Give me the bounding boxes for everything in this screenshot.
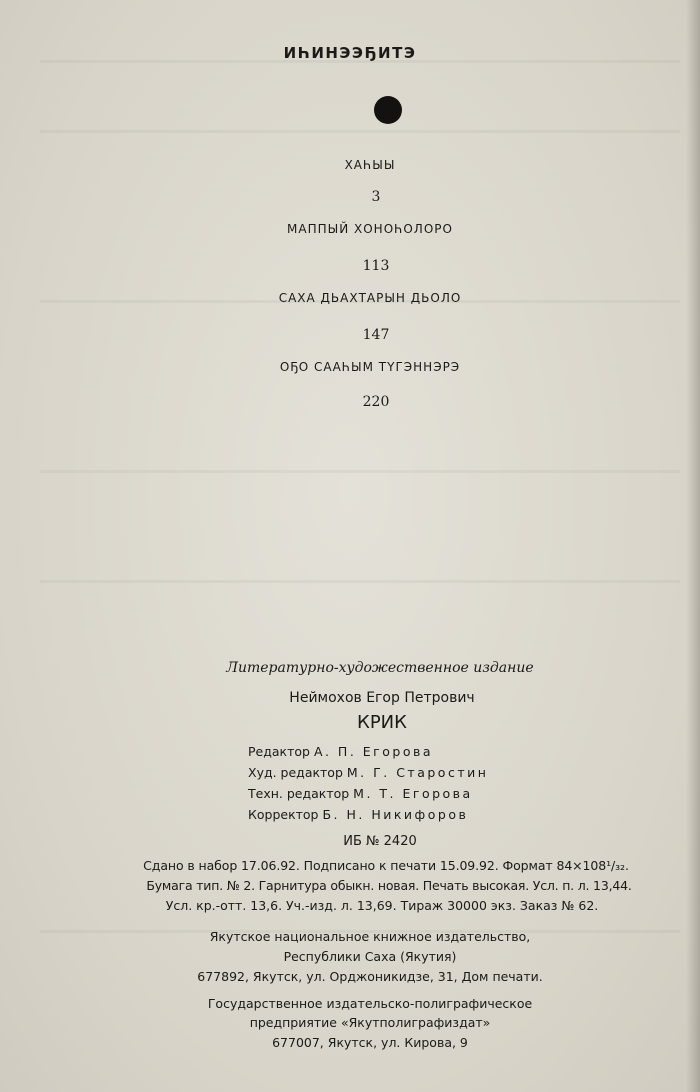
publisher-line: Республики Саха (Якутия)	[283, 949, 457, 964]
toc-item-title: МАППЫЙ ХОНОҺОЛОРО	[287, 222, 453, 236]
credit-line	[248, 765, 488, 780]
contents-heading: ИҺИНЭЭҔИТЭ	[283, 44, 417, 62]
credit-line	[248, 807, 468, 822]
printer-line: предприятие «Якутполиграфиздат»	[249, 1015, 491, 1030]
bleed-through-line	[40, 470, 680, 473]
credit-role: Редактор	[248, 744, 310, 759]
ornament-dot	[374, 96, 402, 124]
credit-role: Худ. редактор	[248, 765, 343, 780]
credit-role: Техн. редактор	[248, 786, 350, 801]
bleed-through-line	[40, 580, 680, 583]
credit-name: Б. Н. Никифоров	[322, 807, 469, 822]
author-name: Неймохов Егор Петрович	[289, 690, 475, 706]
print-details-line: Сдано в набор 17.06.92. Подписано к печати 15.09.92. Формат 84×108¹/₃₂.	[143, 858, 629, 873]
bleed-through-line	[40, 130, 680, 133]
toc-item-title: САХА ДЬАХТАРЫН ДЬОЛО	[278, 291, 462, 305]
edition-type: Литературно-художественное издание	[226, 660, 534, 676]
publisher-line: 677892, Якутск, ул. Орджоникидзе, 31, Дом печати.	[197, 969, 543, 984]
toc-item-page: 3	[371, 189, 381, 205]
credit-name: М. Т. Егорова	[353, 786, 473, 801]
toc-item-page: 147	[362, 327, 390, 343]
credit-line	[248, 744, 433, 759]
book-title: КРИК	[357, 712, 407, 733]
toc-item-page: 113	[362, 258, 390, 274]
credit-role: Корректор	[248, 807, 319, 822]
credit-name: А. П. Егорова	[313, 744, 434, 759]
publisher-line: Якутское национальное книжное издательство,	[209, 929, 531, 944]
print-details-line: Бумага тип. № 2. Гарнитура обыкн. новая. Печать высокая. Усл. п. л. 13,44.	[146, 878, 632, 893]
print-details-line: Усл. кр.-отт. 13,6. Уч.-изд. л. 13,69. Тираж 30000 экз. Заказ № 62.	[165, 898, 599, 913]
toc-item-title: ХАҺЫЫ	[344, 158, 396, 172]
printer-line: 677007, Якутск, ул. Кирова, 9	[272, 1035, 468, 1050]
credit-name: М. Г. Старостин	[346, 765, 489, 780]
ib-number: ИБ № 2420	[343, 834, 417, 849]
toc-item-title: ОҔО СААҺЫМ ТҮГЭННЭРЭ	[279, 360, 461, 374]
toc-item-page: 220	[362, 394, 390, 410]
printer-line: Государственное издательско-полиграфическое	[207, 996, 533, 1011]
credit-line	[248, 786, 473, 801]
